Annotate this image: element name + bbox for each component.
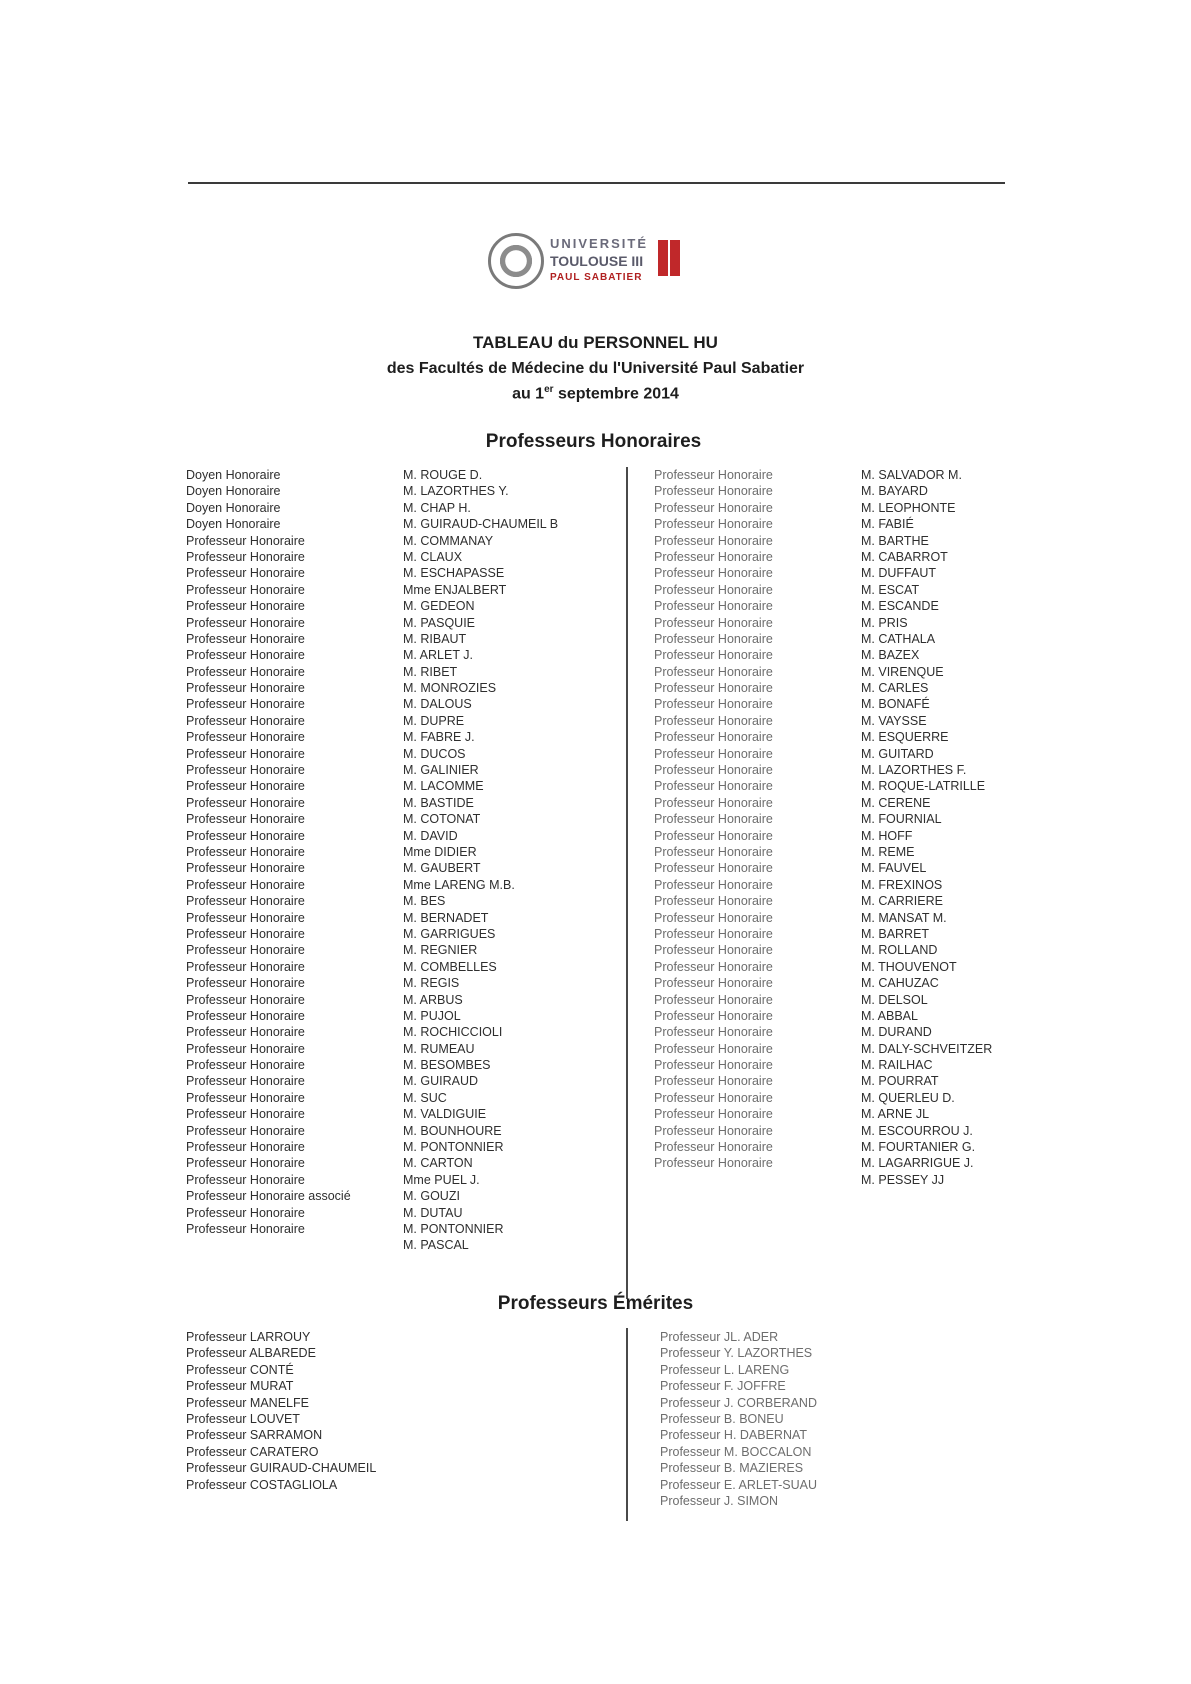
list-item-title: Professeur Honoraire xyxy=(186,697,305,712)
column-divider xyxy=(626,1328,628,1521)
list-item-title: Professeur Honoraire xyxy=(654,1025,773,1040)
list-item-name: M. SUC xyxy=(403,1090,447,1105)
list-item-title: Professeur Honoraire xyxy=(186,1172,305,1187)
list-item-title: Doyen Honoraire xyxy=(186,517,281,532)
list-item: Professeur Y. LAZORTHES xyxy=(660,1346,813,1361)
list-item-name: M. CABARROT xyxy=(861,549,948,564)
list-item-name: M. COMMANAY xyxy=(403,533,494,548)
list-item-title: Professeur Honoraire xyxy=(186,779,305,794)
list-item-title: Professeur Honoraire xyxy=(654,582,773,597)
date-suffix: septembre 2014 xyxy=(553,385,679,403)
list-item: Professeur GUIRAUD-CHAUMEIL xyxy=(186,1461,377,1476)
list-item-title: Professeur Honoraire xyxy=(186,1008,305,1023)
list-item-title: Professeur Honoraire xyxy=(186,730,305,745)
list-item-title: Professeur Honoraire xyxy=(654,1107,773,1122)
list-item-name: M. PUJOL xyxy=(403,1008,461,1023)
list-item-name: M. BARRET xyxy=(861,926,930,941)
list-item-title: Professeur Honoraire xyxy=(654,533,773,548)
list-item-name: M. FABIÉ xyxy=(861,517,914,532)
list-item-title: Professeur Honoraire xyxy=(654,1074,773,1089)
list-item-name: M. CERENE xyxy=(861,795,931,810)
list-item-title: Professeur Honoraire xyxy=(654,730,773,745)
list-item-title: Professeur Honoraire xyxy=(186,599,305,614)
list-item: Professeur L. LARENG xyxy=(660,1362,790,1377)
list-item-name: M. FOURNIAL xyxy=(861,812,942,827)
list-item-title: Professeur Honoraire xyxy=(186,648,305,663)
honoraires-left-names xyxy=(403,467,558,1254)
list-item-name: M. BES xyxy=(403,894,446,909)
list-item-title: Professeur Honoraire xyxy=(186,1221,305,1236)
list-item-title: Professeur Honoraire xyxy=(186,812,305,827)
list-item-title: Professeur Honoraire xyxy=(186,1058,305,1073)
list-item-title: Professeur Honoraire xyxy=(186,910,305,925)
list-item-name: Mme ENJALBERT xyxy=(403,582,507,597)
list-item-title: Professeur Honoraire xyxy=(654,1140,773,1155)
list-item-title: Professeur Honoraire xyxy=(186,763,305,778)
list-item-name: M. BARTHE xyxy=(861,533,929,548)
emerites-left-list xyxy=(186,1329,376,1493)
list-item-title: Professeur Honoraire xyxy=(654,779,773,794)
list-item-name: M. DUCOS xyxy=(403,746,466,761)
document-date xyxy=(0,384,1191,403)
list-item-title: Professeur Honoraire xyxy=(654,844,773,859)
logo-line-3: PAUL SABATIER xyxy=(550,272,643,283)
list-item-title: Professeur Honoraire xyxy=(654,468,773,482)
list-item: Professeur CARATERO xyxy=(186,1444,319,1459)
list-item-name: M. RIBET xyxy=(403,664,458,679)
list-item-name: M. CATHALA xyxy=(861,631,936,646)
list-item: Professeur SARRAMON xyxy=(186,1428,323,1443)
list-item-name: M. CARTON xyxy=(403,1156,473,1171)
list-item-name: M. DALY-SCHVEITZER xyxy=(861,1041,993,1056)
list-item-name: M. VAYSSE xyxy=(861,713,927,728)
list-item-name: M. MANSAT M. xyxy=(861,910,947,925)
list-item: Professeur LARROUY xyxy=(186,1330,311,1344)
list-item-name: M. LAZORTHES F. xyxy=(861,763,967,778)
honoraires-heading: Professeurs Honoraires xyxy=(485,431,702,452)
list-item-title: Professeur Honoraire xyxy=(654,926,773,941)
list-item-title: Professeur Honoraire xyxy=(186,1041,305,1056)
list-item-name: M. REME xyxy=(861,844,915,859)
list-item-name: M. VIRENQUE xyxy=(861,664,944,679)
list-item-title: Professeur Honoraire xyxy=(186,533,305,548)
list-item-title: Professeur Honoraire xyxy=(654,828,773,843)
list-item-title: Professeur Honoraire xyxy=(654,566,773,581)
document-subtitle: des Facultés de Médecine du l'Université Paul Sabatier xyxy=(386,360,805,377)
column-divider xyxy=(626,467,628,1299)
list-item: Professeur B. MAZIERES xyxy=(660,1461,804,1476)
list-item-name: M. HOFF xyxy=(861,828,913,843)
list-item: Professeur H. DABERNAT xyxy=(660,1428,808,1443)
logo-line-2: TOULOUSE III xyxy=(550,253,644,269)
list-item-name: M. DURAND xyxy=(861,1025,932,1040)
list-item-title: Professeur Honoraire xyxy=(186,664,305,679)
list-item-name: M. DAVID xyxy=(403,828,458,843)
list-item-title: Professeur Honoraire xyxy=(654,959,773,974)
list-item-name: M. GUIRAUD-CHAUMEIL B xyxy=(403,517,559,532)
list-item-name: M. ABBAL xyxy=(861,1008,918,1023)
university-seal-icon xyxy=(488,233,544,289)
list-item-name: M. CARRIERE xyxy=(861,894,943,909)
list-item-name: M. DUTAU xyxy=(403,1205,463,1220)
list-item-name: M. RUMEAU xyxy=(403,1041,475,1056)
list-item: Professeur JL. ADER xyxy=(660,1330,779,1344)
list-item-name: M. CHAP H. xyxy=(403,500,471,515)
list-item-name: M. ARLET J. xyxy=(403,648,473,663)
list-item-name: M. ESCOURROU J. xyxy=(861,1123,973,1138)
list-item-title: Professeur Honoraire xyxy=(654,1123,773,1138)
list-item-title: Professeur Honoraire xyxy=(186,1140,305,1155)
list-item-name: M. BESOMBES xyxy=(403,1058,491,1073)
list-item: Professeur F. JOFFRE xyxy=(660,1379,786,1394)
list-item: Professeur CONTÉ xyxy=(186,1362,294,1377)
list-item-title: Professeur Honoraire xyxy=(186,615,305,630)
list-item-name: M. BASTIDE xyxy=(403,795,474,810)
list-item-title: Professeur Honoraire xyxy=(654,763,773,778)
list-item-name: M. ESQUERRE xyxy=(861,730,949,745)
list-item-title: Professeur Honoraire xyxy=(186,1074,305,1089)
list-item: Professeur ALBAREDE xyxy=(186,1346,316,1361)
list-item-title: Professeur Honoraire xyxy=(654,976,773,991)
list-item-title: Professeur Honoraire xyxy=(186,861,305,876)
list-item-name: M. PRIS xyxy=(861,615,908,630)
list-item-name: M. REGNIER xyxy=(403,943,478,958)
list-item: Professeur M. BOCCALON xyxy=(660,1444,812,1459)
list-item-name: Mme DIDIER xyxy=(403,844,477,859)
list-item-title: Professeur Honoraire xyxy=(654,713,773,728)
list-item-title: Professeur Honoraire xyxy=(186,1156,305,1171)
list-item-title: Professeur Honoraire xyxy=(186,959,305,974)
list-item-title: Professeur Honoraire xyxy=(654,992,773,1007)
list-item-title: Professeur Honoraire xyxy=(654,812,773,827)
list-item-name: M. CLAUX xyxy=(403,549,463,564)
list-item-name: M. LACOMME xyxy=(403,779,484,794)
list-item-name: M. GAUBERT xyxy=(403,861,481,876)
list-item-name: M. GUIRAUD xyxy=(403,1074,478,1089)
list-item: Professeur LOUVET xyxy=(186,1411,300,1426)
list-item-title: Doyen Honoraire xyxy=(186,468,281,482)
list-item-title: Professeur Honoraire xyxy=(186,877,305,892)
list-item-name: M. BERNADET xyxy=(403,910,489,925)
list-item-name: M. DUFFAUT xyxy=(861,566,936,581)
list-item-title: Professeur Honoraire xyxy=(654,517,773,532)
list-item-name: M. ESCAT xyxy=(861,582,920,597)
list-item-title: Professeur Honoraire xyxy=(186,828,305,843)
logo-red-mark-icon xyxy=(658,240,680,276)
list-item-name: M. LAGARRIGUE J. xyxy=(861,1156,974,1171)
list-item-title: Professeur Honoraire associé xyxy=(186,1189,351,1204)
list-item-name: M. FABRE J. xyxy=(403,730,475,745)
date-prefix: au 1 xyxy=(512,385,545,403)
list-item-title: Professeur Honoraire xyxy=(654,697,773,712)
list-item-title: Professeur Honoraire xyxy=(654,943,773,958)
list-item-name: M. PONTONNIER xyxy=(403,1140,504,1155)
list-item-name: M. LEOPHONTE xyxy=(861,500,956,515)
list-item-name: M. FOURTANIER G. xyxy=(861,1140,976,1155)
list-item-name: M. RIBAUT xyxy=(403,631,467,646)
list-item-title: Professeur Honoraire xyxy=(186,582,305,597)
list-item-name: M. DELSOL xyxy=(861,992,928,1007)
document-title: TABLEAU du PERSONNEL HU xyxy=(473,333,718,352)
list-item-title: Professeur Honoraire xyxy=(654,910,773,925)
list-item-title: Professeur Honoraire xyxy=(186,1205,305,1220)
list-item-title: Professeur Honoraire xyxy=(186,1025,305,1040)
list-item-title: Professeur Honoraire xyxy=(654,648,773,663)
list-item-name: M. ARNE JL xyxy=(861,1107,930,1122)
list-item-name: M. RAILHAC xyxy=(861,1058,933,1073)
list-item-name: Mme LARENG M.B. xyxy=(403,877,515,892)
list-item-title: Professeur Honoraire xyxy=(186,1107,305,1122)
list-item-title: Professeur Honoraire xyxy=(654,549,773,564)
list-item-name: M. ROUGE D. xyxy=(403,468,483,482)
list-item-name: M. DALOUS xyxy=(403,697,472,712)
list-item-title: Professeur Honoraire xyxy=(654,1156,773,1171)
list-item-name: M. CARLES xyxy=(861,681,929,696)
list-item-title: Professeur Honoraire xyxy=(654,1090,773,1105)
list-item-name: M. COTONAT xyxy=(403,812,481,827)
list-item-name: Mme PUEL J. xyxy=(403,1172,480,1187)
list-item-title: Professeur Honoraire xyxy=(654,631,773,646)
list-item-title: Professeur Honoraire xyxy=(654,746,773,761)
list-item-title: Professeur Honoraire xyxy=(186,795,305,810)
list-item-title: Professeur Honoraire xyxy=(654,894,773,909)
list-item-title: Professeur Honoraire xyxy=(186,746,305,761)
list-item-name: M. VALDIGUIE xyxy=(403,1107,487,1122)
list-item-name: M. PASCAL xyxy=(403,1238,469,1253)
list-item-title: Professeur Honoraire xyxy=(654,484,773,499)
list-item-title: Professeur Honoraire xyxy=(654,795,773,810)
list-item-title: Professeur Honoraire xyxy=(186,1090,305,1105)
university-logo xyxy=(488,230,688,300)
list-item: Professeur COSTAGLIOLA xyxy=(186,1477,338,1492)
list-item-title: Professeur Honoraire xyxy=(654,861,773,876)
logo-line-1: UNIVERSITÉ xyxy=(550,236,649,251)
list-item-title: Professeur Honoraire xyxy=(654,1008,773,1023)
list-item-title: Professeur Honoraire xyxy=(186,976,305,991)
list-item-title: Professeur Honoraire xyxy=(654,877,773,892)
list-item: Professeur E. ARLET-SUAU xyxy=(660,1477,818,1492)
list-item-title: Professeur Honoraire xyxy=(186,631,305,646)
list-item-name: M. LAZORTHES Y. xyxy=(403,484,509,499)
list-item-name: M. CAHUZAC xyxy=(861,976,939,991)
list-item-name: M. ROQUE-LATRILLE xyxy=(861,779,986,794)
list-item-title: Professeur Honoraire xyxy=(654,500,773,515)
list-item-name: M. GALINIER xyxy=(403,763,479,778)
list-item-title: Professeur Honoraire xyxy=(186,926,305,941)
list-item-title: Professeur Honoraire xyxy=(654,664,773,679)
list-item-title: Professeur Honoraire xyxy=(186,844,305,859)
list-item-title: Professeur Honoraire xyxy=(186,549,305,564)
top-rule xyxy=(188,182,1005,184)
list-item-name: M. ROLLAND xyxy=(861,943,938,958)
list-item: Professeur J. SIMON xyxy=(660,1493,779,1508)
list-item-name: M. ESCHAPASSE xyxy=(403,566,505,581)
list-item-title: Professeur Honoraire xyxy=(186,894,305,909)
list-item-name: M. GEDEON xyxy=(403,599,475,614)
date-superscript: er xyxy=(544,384,554,395)
list-item-title: Professeur Honoraire xyxy=(654,1041,773,1056)
list-item-name: M. ARBUS xyxy=(403,992,463,1007)
list-item-title: Professeur Honoraire xyxy=(186,681,305,696)
list-item-title: Professeur Honoraire xyxy=(186,566,305,581)
list-item-title: Professeur Honoraire xyxy=(186,713,305,728)
list-item-title: Professeur Honoraire xyxy=(186,943,305,958)
list-item-name: M. FAUVEL xyxy=(861,861,927,876)
list-item-name: M. REGIS xyxy=(403,976,460,991)
list-item-name: M. BOUNHOURE xyxy=(403,1123,502,1138)
emerites-right-list xyxy=(660,1329,817,1509)
honoraires-right-names xyxy=(861,467,992,1188)
list-item-name: M. BAYARD xyxy=(861,484,928,499)
list-item-name: M. DUPRE xyxy=(403,713,465,728)
list-item-title: Doyen Honoraire xyxy=(186,500,281,515)
list-item-name: M. MONROZIES xyxy=(403,681,497,696)
list-item-name: M. SALVADOR M. xyxy=(861,468,962,482)
list-item-name: M. FREXINOS xyxy=(861,877,943,892)
list-item: Professeur B. BONEU xyxy=(660,1411,784,1426)
list-item-title: Doyen Honoraire xyxy=(186,484,281,499)
list-item-title: Professeur Honoraire xyxy=(654,615,773,630)
list-item-title: Professeur Honoraire xyxy=(654,599,773,614)
list-item-name: M. QUERLEU D. xyxy=(861,1090,955,1105)
list-item-name: M. THOUVENOT xyxy=(861,959,957,974)
list-item-name: M. ROCHICCIOLI xyxy=(403,1025,503,1040)
list-item-title: Professeur Honoraire xyxy=(654,1058,773,1073)
list-item: Professeur J. CORBERAND xyxy=(660,1395,817,1410)
list-item-title: Professeur Honoraire xyxy=(186,992,305,1007)
list-item-name: M. BAZEX xyxy=(861,648,920,663)
list-item-name: M. BONAFÉ xyxy=(861,697,930,712)
list-item-name: M. PASQUIE xyxy=(403,615,476,630)
list-item-name: M. GARRIGUES xyxy=(403,926,496,941)
list-item-name: M. PONTONNIER xyxy=(403,1221,504,1236)
list-item-name: M. ESCANDE xyxy=(861,599,939,614)
list-item-name: M. GUITARD xyxy=(861,746,934,761)
list-item-title: Professeur Honoraire xyxy=(654,681,773,696)
list-item-name: M. PESSEY JJ xyxy=(861,1172,945,1187)
list-item: Professeur MANELFE xyxy=(186,1395,309,1410)
list-item-title: Professeur Honoraire xyxy=(186,1123,305,1138)
list-item-name: M. COMBELLES xyxy=(403,959,497,974)
list-item-name: M. GOUZI xyxy=(403,1189,460,1204)
list-item: Professeur MURAT xyxy=(186,1379,294,1394)
honoraires-left-titles xyxy=(186,467,351,1237)
emerites-heading: Professeurs Émérites xyxy=(497,1293,694,1314)
honoraires-right-titles xyxy=(654,467,773,1172)
list-item-name: M. POURRAT xyxy=(861,1074,939,1089)
